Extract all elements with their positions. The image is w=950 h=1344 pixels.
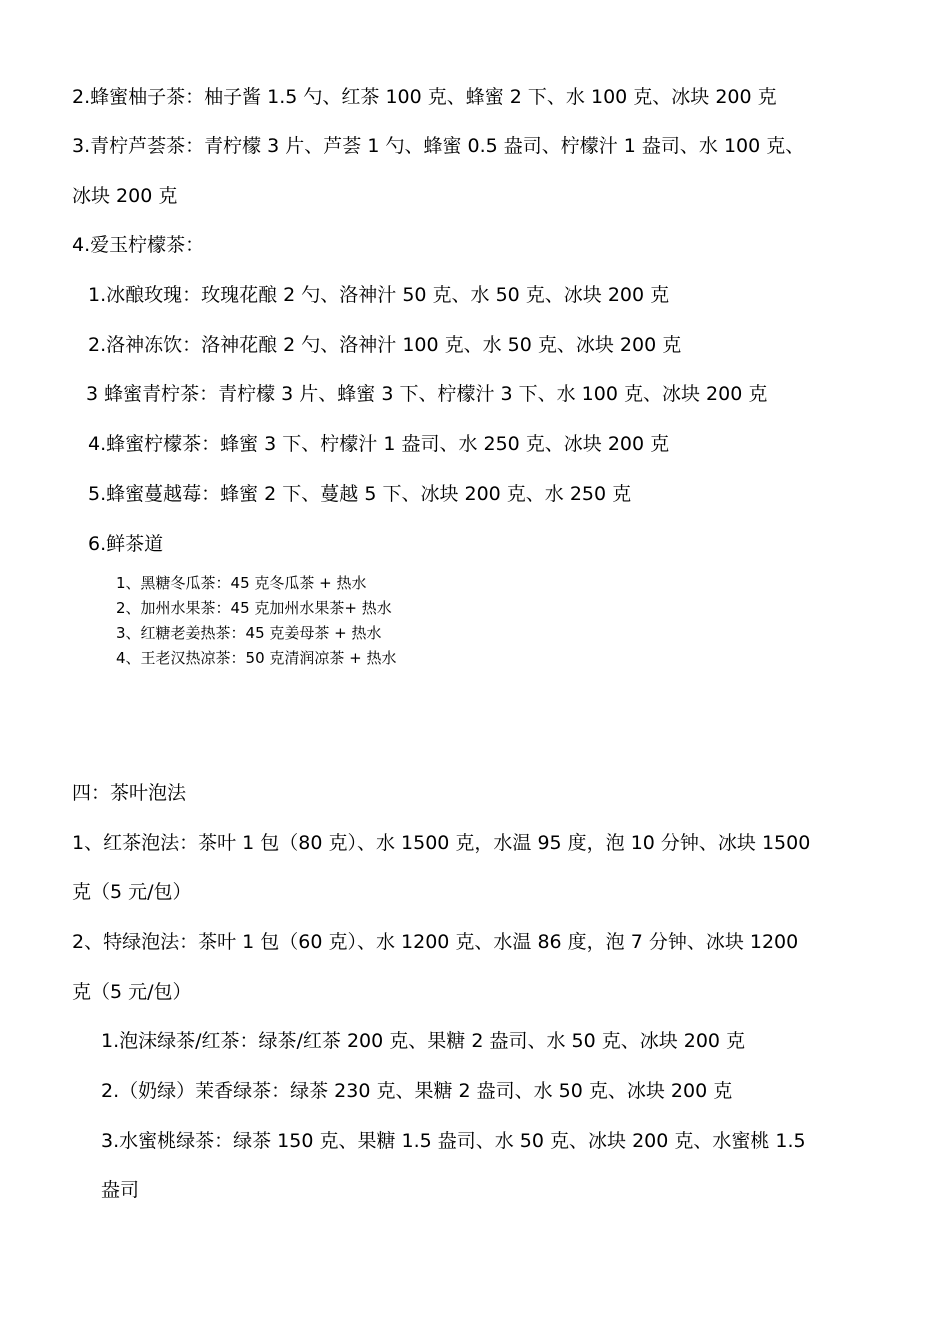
list-item: 2、加州水果茶：45 克加州水果茶+ 热水 [116,599,392,617]
list-item: 4、王老汉热凉茶：50 克清润凉茶 + 热水 [116,649,397,667]
heading-aiyu-lemon-tea: 4.爱玉柠檬茶： [72,234,205,256]
recipe-jasmine-green-tea: 2.（奶绿）茉香绿茶：绿茶 230 克、果糖 2 盎司、水 50 克、冰块 200 克 [101,1080,733,1102]
recipe-roselle-iced-drink: 2.洛神冻饮：洛神花酿 2 勺、洛神汁 100 克、水 50 克、冰块 200 克 [88,334,682,356]
green-tea-brewing-cont: 克（5 元/包） [72,981,192,1003]
black-tea-brewing-cont: 克（5 元/包） [72,881,192,903]
recipe-honey-lemon-tea: 4.蜂蜜柠檬茶：蜂蜜 3 下、柠檬汁 1 盎司、水 250 克、冰块 200 克 [88,433,670,455]
recipe-honey-cranberry: 5.蜂蜜蔓越莓：蜂蜜 2 下、蔓越 5 下、冰块 200 克、水 250 克 [88,483,632,505]
section-heading-tea-brewing: 四：茶叶泡法 [72,782,187,804]
recipe-peach-green-tea: 3.水蜜桃绿茶：绿茶 150 克、果糖 1.5 盎司、水 50 克、冰块 200 克、水蜜桃 1.5 [101,1130,806,1152]
recipe-foam-tea: 1.泡沫绿茶/红茶：绿茶/红茶 200 克、果糖 2 盎司、水 50 克、冰块 200 克 [101,1030,746,1052]
heading-fresh-tea: 6.鲜茶道 [88,533,164,555]
recipe-peach-green-tea-cont: 盎司 [101,1179,140,1201]
recipe-lime-aloe-tea-cont: 冰块 200 克 [72,185,178,207]
black-tea-brewing: 1、红茶泡法：茶叶 1 包（80 克）、水 1500 克，水温 95 度，泡 10 分钟、冰块 1500 [72,832,811,854]
list-item: 1、黑糖冬瓜茶：45 克冬瓜茶 + 热水 [116,574,367,592]
list-item: 3、红糖老姜热茶：45 克姜母茶 + 热水 [116,624,382,642]
recipe-iced-rose: 1.冰酿玫瑰：玫瑰花酿 2 勺、洛神汁 50 克、水 50 克、冰块 200 克 [88,284,670,306]
green-tea-brewing: 2、特绿泡法：茶叶 1 包（60 克）、水 1200 克、水温 86 度，泡 7 分钟、冰块 1200 [72,931,799,953]
recipe-honey-pomelo-tea: 2.蜂蜜柚子茶：柚子酱 1.5 勺、红茶 100 克、蜂蜜 2 下、水 100 克、冰块 200 克 [72,86,777,108]
recipe-lime-aloe-tea: 3.青柠芦荟茶：青柠檬 3 片、芦荟 1 勺、蜂蜜 0.5 盎司、柠檬汁 1 盎司、水 100 克、 [72,135,805,157]
recipe-honey-lime-tea: 3 蜂蜜青柠茶：青柠檬 3 片、蜂蜜 3 下、柠檬汁 3 下、水 100 克、冰块 200 克 [86,383,768,405]
